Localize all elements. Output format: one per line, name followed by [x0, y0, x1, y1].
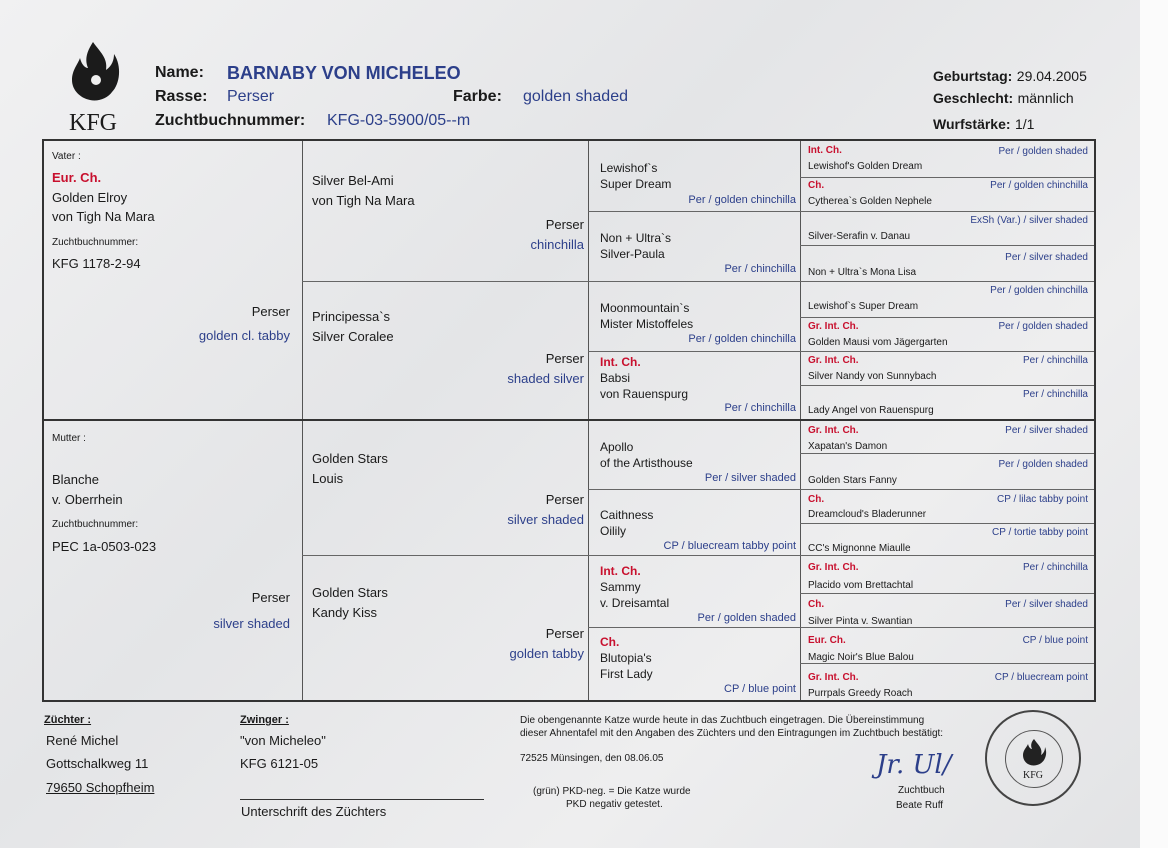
ggg-14-desc: Per / silver shaded [1005, 599, 1088, 610]
ggg-7-name: Silver Nandy von Sunnybach [808, 371, 937, 382]
divider [800, 453, 1094, 454]
ggp-3-desc: Per / golden chinchilla [688, 333, 796, 345]
place-date: 72525 Münsingen, den 08.06.05 [520, 753, 664, 764]
mutter-label: Mutter : [52, 433, 86, 444]
ggg-13-title: Gr. Int. Ch. [808, 562, 859, 573]
ggg-15-title: Eur. Ch. [808, 635, 846, 646]
geburtstag [933, 68, 1087, 86]
ggp-5-name1: Apollo [600, 440, 634, 454]
ggp-8-title: Ch. [600, 635, 620, 649]
ggg-11-desc: CP / lilac tabby point [997, 494, 1088, 505]
divider [800, 663, 1094, 664]
confirmation-line2: dieser Ahnentafel mit den Angaben des Züchters und den Eintragungen im Zuchtbuch bestätigt: [520, 728, 944, 739]
grandparent-4-name2: Kandy Kiss [312, 605, 378, 620]
divider [800, 177, 1094, 178]
ggg-6-title: Gr. Int. Ch. [808, 321, 859, 332]
parent-divider [44, 419, 1094, 421]
ggg-13-desc: Per / chinchilla [1022, 562, 1088, 573]
vater-breed: Perser [251, 304, 290, 319]
ggg-1-desc: Per / golden shaded [998, 146, 1088, 157]
grandparent-1-name1: Silver Bel-Ami [312, 173, 394, 188]
pkd-note-line2: PKD negativ getestet. [566, 799, 663, 810]
ggg-14-name: Silver Pinta v. Swantian [808, 616, 913, 627]
ggg-16-name: Purrpals Greedy Roach [808, 688, 913, 699]
divider [800, 523, 1094, 524]
grandparent-1-color: chinchilla [530, 237, 584, 252]
kfg-flame-cat-logo [62, 40, 124, 136]
handwritten-signature: Jr. Ul/ [876, 750, 952, 780]
ggp-3-name1: Moonmountain`s [600, 301, 690, 315]
pkd-note-line1: (grün) PKD-neg. = Die Katze wurde [533, 786, 691, 797]
rasse-value: Perser [227, 88, 275, 105]
ggp-5-name2: of the Artisthouse [600, 456, 693, 470]
ggp-3-name2: Mister Mistoffeles [600, 317, 694, 331]
zuechter-label: Züchter : [44, 714, 92, 726]
geschlecht [933, 90, 1074, 108]
grandparent-3-color: silver shaded [507, 512, 584, 527]
vater-title: Eur. Ch. [52, 170, 102, 185]
divider [588, 211, 1094, 212]
divider [588, 627, 1094, 628]
ggg-6-desc: Per / golden shaded [998, 321, 1088, 332]
pedigree-tree [42, 139, 1096, 702]
grandparent-2-breed: Perser [545, 351, 584, 366]
confirmation-line1: Die obengenannte Katze wurde heute in das Zuchtbuch eingetragen. Die Übereinstimmung [520, 715, 925, 726]
ggg-2-desc: Per / golden chinchilla [990, 180, 1088, 191]
name-label: Name: [155, 64, 204, 81]
grandparent-3-breed: Perser [545, 492, 584, 507]
signature-label: Unterschrift des Züchters [241, 804, 387, 819]
zwinger-name: "von Micheleo" [240, 733, 326, 748]
kfg-seal-stamp [985, 710, 1081, 806]
ggp-7-title: Int. Ch. [600, 564, 641, 578]
ggp-1-name1: Lewishof`s [600, 161, 658, 175]
zuechter-street: Gottschalkweg 11 [46, 756, 149, 771]
divider [302, 281, 1094, 282]
vater-label: Vater : [52, 151, 81, 162]
ggp-4-name2: von Rauenspurg [600, 387, 689, 401]
mutter-name-line2: v. Oberrhein [52, 492, 123, 507]
geschlecht-label: Geschlecht: [933, 90, 1014, 106]
ggg-11-title: Ch. [808, 494, 825, 505]
ggg-12-desc: CP / tortie tabby point [992, 527, 1088, 538]
ggg-15-name: Magic Noir's Blue Balou [808, 652, 914, 663]
ggg-1-title: Int. Ch. [808, 145, 842, 156]
grandparent-4-name1: Golden Stars [312, 585, 388, 600]
wurf-value: 1/1 [1015, 116, 1035, 132]
geburtstag-value: 29.04.2005 [1016, 68, 1087, 84]
ggg-6-name: Golden Mausi vom Jägergarten [808, 337, 948, 348]
grandparent-4-breed: Perser [545, 626, 584, 641]
ggg-9-desc: Per / silver shaded [1005, 425, 1088, 436]
vater-zb-value: KFG 1178-2-94 [52, 256, 141, 271]
divider [800, 593, 1094, 594]
zuchtbuch-name: Beate Ruff [896, 800, 944, 811]
wurfstaerke [933, 116, 1034, 134]
farbe-label: Farbe: [453, 88, 502, 105]
grandparent-2-name1: Principessa`s [312, 309, 391, 324]
ggp-6-name2: Oilily [600, 524, 626, 538]
ggp-2-name1: Non + Ultra`s [600, 231, 672, 245]
grandparent-1-name2: von Tigh Na Mara [312, 193, 415, 208]
ggg-8-desc: Per / chinchilla [1022, 389, 1088, 400]
divider [302, 555, 1094, 556]
divider [800, 317, 1094, 318]
ggg-3-desc: ExSh (Var.) / silver shaded [970, 215, 1088, 226]
zwinger-label: Zwinger : [240, 714, 289, 726]
svg-text:KFG: KFG [68, 110, 118, 136]
ggp-2-desc: Per / chinchilla [724, 263, 796, 275]
grandparent-4-color: golden tabby [509, 646, 584, 661]
divider [588, 351, 1094, 352]
geburtstag-label: Geburtstag: [933, 68, 1013, 84]
ggp-8-desc: CP / blue point [724, 683, 796, 695]
ggg-15-desc: CP / blue point [1022, 635, 1088, 646]
ggp-4-title: Int. Ch. [600, 355, 641, 369]
mutter-name-line1: Blanche [52, 472, 99, 487]
ggg-14-title: Ch. [808, 599, 825, 610]
geschlecht-value: männlich [1017, 90, 1074, 106]
ggg-10-name: Golden Stars Fanny [808, 475, 897, 486]
ggg-9-name: Xapatan's Damon [808, 441, 888, 452]
signature-line [240, 799, 484, 800]
page-edge [1140, 0, 1168, 848]
divider [588, 489, 1094, 490]
zuchtbuch-label: Zuchtbuchnummer: [155, 112, 306, 129]
ggg-5-name: Lewishof`s Super Dream [808, 301, 919, 312]
ggp-4-desc: Per / chinchilla [724, 402, 796, 414]
ggp-7-desc: Per / golden shaded [697, 612, 796, 624]
grandparent-3-name2: Louis [312, 471, 344, 486]
ggp-8-name2: First Lady [600, 667, 653, 681]
zwinger-number: KFG 6121-05 [240, 756, 319, 771]
farbe-value: golden shaded [523, 88, 628, 105]
grandparent-2-name2: Silver Coralee [312, 329, 394, 344]
ggp-6-name1: Caithness [600, 508, 654, 522]
ggp-2-name2: Silver-Paula [600, 247, 665, 261]
ggg-12-name: CC's Mignonne Miaulle [808, 543, 911, 554]
ggp-8-name1: Blutopia's [600, 651, 652, 665]
mutter-zb-label: Zuchtbuchnummer: [52, 519, 139, 530]
ggp-1-name2: Super Dream [600, 177, 672, 191]
seal-flame-icon [1021, 738, 1047, 768]
cat-name: BARNABY VON MICHELEO [227, 63, 461, 83]
ggg-1-name: Lewishof's Golden Dream [808, 161, 923, 172]
ggg-10-desc: Per / golden shaded [998, 459, 1088, 470]
vater-zb-label: Zuchtbuchnummer: [52, 237, 139, 248]
vater-name-line2: von Tigh Na Mara [52, 209, 155, 224]
ggg-2-title: Ch. [808, 180, 825, 191]
vater-name-line1: Golden Elroy [52, 190, 128, 205]
ggg-7-title: Gr. Int. Ch. [808, 355, 859, 366]
seal-text: KFG [1023, 770, 1044, 781]
vater-color: golden cl. tabby [198, 328, 290, 343]
mutter-color: silver shaded [213, 616, 290, 631]
ggg-7-desc: Per / chinchilla [1022, 355, 1088, 366]
mutter-breed: Perser [251, 590, 290, 605]
ggg-11-name: Dreamcloud's Bladerunner [808, 509, 927, 520]
divider [800, 245, 1094, 246]
zuchtbuch-value: KFG-03-5900/05--m [327, 112, 471, 129]
divider [800, 385, 1094, 386]
ggg-16-title: Gr. Int. Ch. [808, 672, 859, 683]
ggg-4-desc: Per / silver shaded [1005, 252, 1088, 263]
zuechter-name: René Michel [46, 733, 119, 748]
grandparent-3-name1: Golden Stars [312, 451, 388, 466]
zuchtbuch-label: Zuchtbuch [898, 785, 945, 796]
rasse-label: Rasse: [155, 88, 208, 105]
ggg-4-name: Non + Ultra`s Mona Lisa [808, 267, 917, 278]
ggp-5-desc: Per / silver shaded [704, 472, 796, 484]
zuechter-city: 79650 Schopfheim [46, 780, 155, 795]
ggp-7-name2: v. Dreisamtal [600, 596, 670, 610]
ggp-6-desc: CP / bluecream tabby point [663, 540, 796, 552]
ggg-3-name: Silver-Serafin v. Danau [808, 231, 911, 242]
mutter-zb-value: PEC 1a-0503-023 [52, 539, 157, 554]
wurf-label: Wurfstärke: [933, 116, 1011, 132]
grandparent-1-breed: Perser [545, 217, 584, 232]
ggg-13-name: Placido vom Brettachtal [808, 580, 914, 591]
ggg-5-desc: Per / golden chinchilla [990, 285, 1088, 296]
ggp-1-desc: Per / golden chinchilla [688, 194, 796, 206]
ggg-2-name: Cytherea`s Golden Nephele [808, 196, 932, 207]
ggg-9-title: Gr. Int. Ch. [808, 425, 859, 436]
ggg-16-desc: CP / bluecream point [994, 672, 1088, 683]
grandparent-2-color: shaded silver [507, 371, 584, 386]
ggg-8-name: Lady Angel von Rauenspurg [808, 405, 934, 416]
ggp-7-name1: Sammy [600, 580, 641, 594]
ggp-4-name1: Babsi [600, 371, 631, 385]
